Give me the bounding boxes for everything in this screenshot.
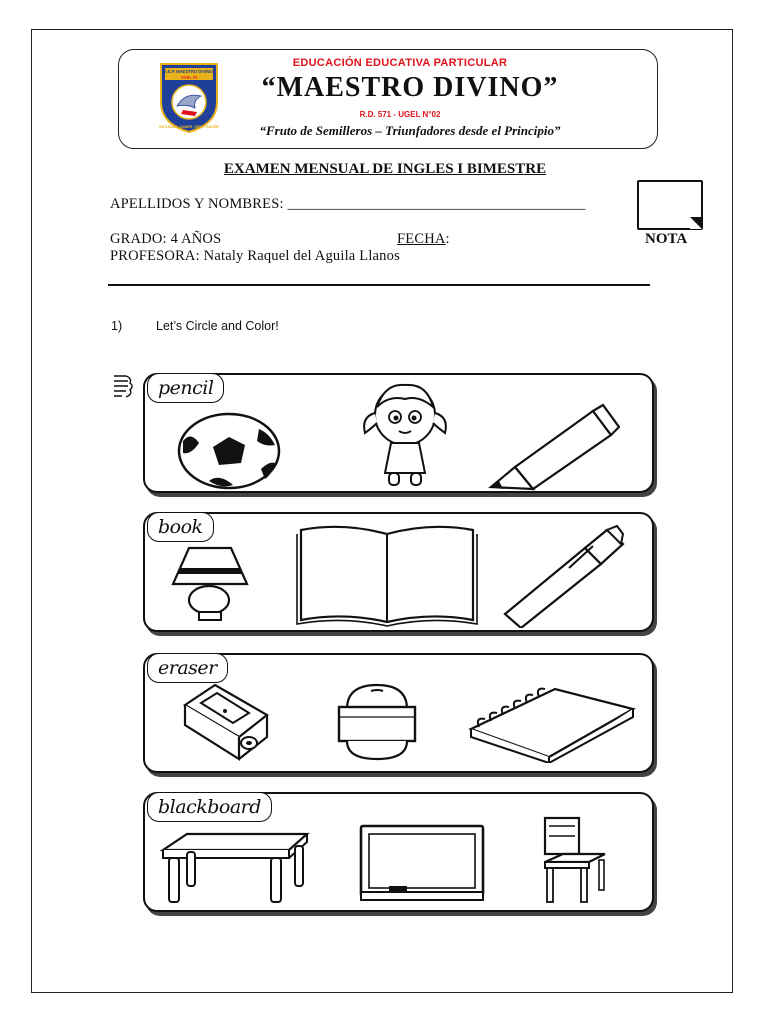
logo-ring-text: ESTUDIAR, SABER, SER Y HACER xyxy=(159,125,219,129)
girl-icon[interactable] xyxy=(355,377,455,492)
logo-top-text: I.E.P. MAESTRO DIVINO xyxy=(165,69,213,74)
table-icon[interactable] xyxy=(157,828,312,908)
pencil-icon[interactable] xyxy=(485,401,620,491)
exercise-row-eraser xyxy=(143,653,654,773)
nota-label: NOTA xyxy=(645,231,688,247)
pen-icon[interactable] xyxy=(495,524,630,628)
eraser-icon[interactable] xyxy=(333,679,423,763)
word-label-pencil: pencil xyxy=(147,373,224,403)
chair-icon[interactable] xyxy=(533,814,613,906)
notebook-icon[interactable] xyxy=(465,683,640,763)
school-name: “MAESTRO DIVINO” xyxy=(261,72,559,103)
blackboard-icon[interactable] xyxy=(355,820,490,904)
exam-title: EXAMEN MENSUAL DE INGLES I BIMESTRE xyxy=(223,161,547,177)
logo-sub-text: UGEL 02 xyxy=(180,74,198,80)
hand-icon xyxy=(110,370,136,404)
sharpener-icon[interactable] xyxy=(179,679,274,763)
school-type: EDUCACIÓN EDUCATIVA PARTICULAR xyxy=(292,57,508,69)
lamp-icon[interactable] xyxy=(167,542,257,628)
school-motto: “Fruto de Semilleros – Triunfadores desde el Principio” xyxy=(259,123,561,138)
word-label-book: book xyxy=(147,512,214,542)
exercise-row-blackboard xyxy=(143,792,654,912)
date-label: FECHA xyxy=(397,231,446,247)
question-number: 1) xyxy=(111,319,123,333)
teacher-label: PROFESORA: Nataly Raquel del Aguila Llanos xyxy=(110,248,400,264)
grade-label: GRADO: 4 AÑOS xyxy=(110,231,222,247)
word-label-blackboard: blackboard xyxy=(147,792,272,822)
name-field[interactable]: APELLIDOS Y NOMBRES: ________________________________________ xyxy=(110,196,586,212)
resolution-number: R.D. 571 - UGEL N°02 xyxy=(359,110,441,119)
ball-icon[interactable] xyxy=(175,411,285,491)
date-colon: : xyxy=(445,231,450,247)
word-label-eraser: eraser xyxy=(147,653,228,683)
book-icon[interactable] xyxy=(295,524,480,628)
exercise-row-book xyxy=(143,512,654,632)
separator-line xyxy=(108,284,650,286)
exercise-row-pencil xyxy=(143,373,654,493)
question-text: Let’s Circle and Color! xyxy=(156,319,279,333)
grade-box-fold xyxy=(690,217,702,229)
date-field[interactable] xyxy=(397,231,450,248)
